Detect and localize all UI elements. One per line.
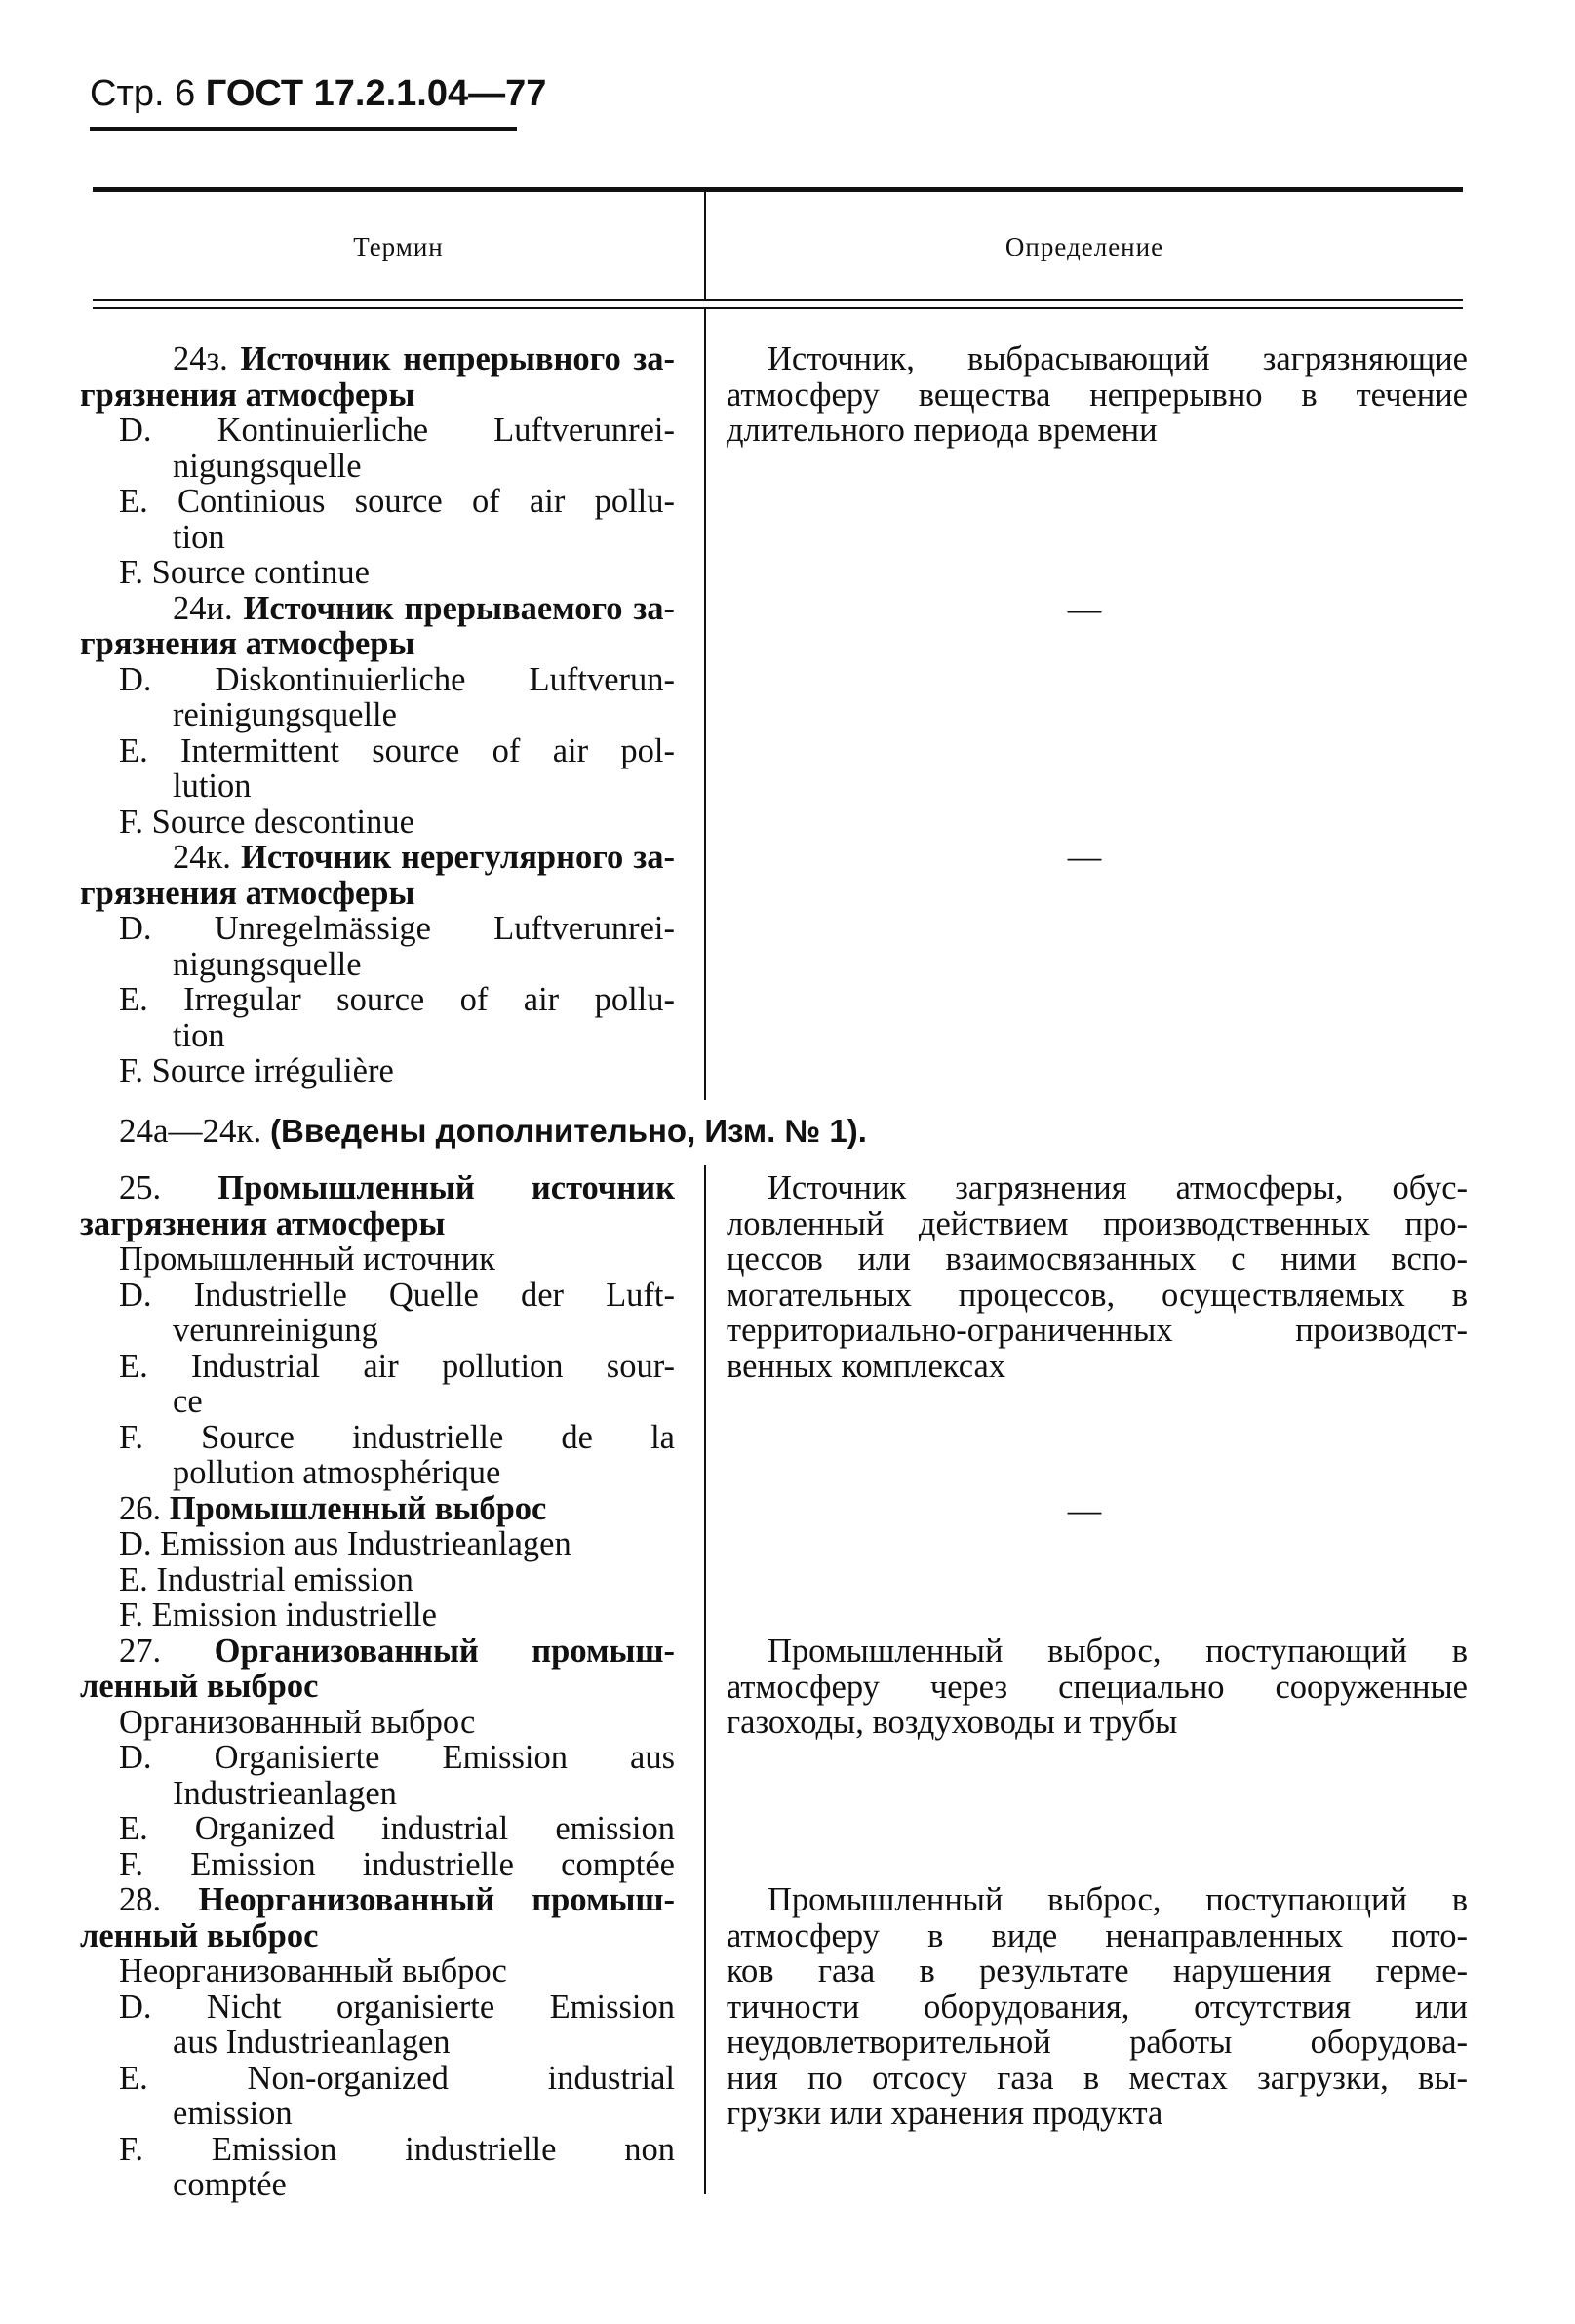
term-title-cont: грязнения атмосферы — [80, 625, 415, 662]
term-english: E. Organized industrial emission — [119, 1810, 675, 1847]
term-number: 24к. — [173, 839, 231, 876]
page-label: Стр. 6 — [90, 73, 196, 114]
definition-line: неудовлетворительной работы оборудова- — [727, 2024, 1468, 2061]
definition-28 — [727, 1882, 1468, 2132]
term-title: 27. Организованный промыш- — [119, 1632, 675, 1670]
term-title: 24и. Источник прерываемого за- — [173, 589, 675, 627]
term-french: F. Source irrégulière — [119, 1052, 394, 1089]
term-english: E. Non-organized industrial — [119, 2059, 675, 2097]
term-german: D. Industrielle Quelle der Luft- — [119, 1276, 675, 1314]
amendment-note — [119, 1112, 867, 1151]
definition-line: атмосферу через специально сооруженные — [727, 1668, 1468, 1706]
definition-line: ков газа в результате нарушения герме- — [727, 1952, 1468, 1989]
term-french: F. Emission industrielle comptée — [119, 1845, 675, 1883]
term-short-form: Организованный выброс — [119, 1703, 476, 1741]
term-german-cont: verunreinigung — [173, 1312, 378, 1349]
term-title: 24з. Источник непрерывного за- — [173, 340, 676, 377]
term-title-cont: загрязнения атмосферы — [80, 1204, 446, 1242]
definition-dash-24i: — — [1067, 591, 1102, 628]
term-short-form: Промышленный источник — [119, 1241, 495, 1278]
definition-line: Источник загрязнения атмосферы, обус- — [768, 1169, 1468, 1206]
definition-27 — [727, 1634, 1468, 1741]
column-divider-lower — [704, 1165, 706, 2194]
term-german: D. Nicht organisierte Emission — [119, 1988, 675, 2026]
table-head-rule — [93, 299, 1463, 301]
term-french: F. Emission industrielle non — [119, 2130, 675, 2168]
term-title: 24к. Источник нерегулярного за- — [173, 839, 675, 876]
table-top-rule — [93, 187, 1463, 192]
definition-line: тичности оборудования, отсутствия или — [727, 1988, 1468, 2026]
term-german-cont: nigungsquelle — [173, 945, 362, 983]
term-english-cont: lution — [173, 768, 252, 805]
term-french-cont: comptée — [173, 2166, 287, 2203]
term-french: F. Source continue — [119, 554, 370, 591]
definition-line: длительного периода времени — [727, 412, 1158, 449]
term-english-cont: tion — [173, 518, 225, 556]
definition-line: ния по отсосу газа в местах загрузки, вы- — [727, 2059, 1468, 2097]
term-english: E. Irregular source of air pollu- — [119, 981, 675, 1018]
term-number: 28. — [119, 1881, 162, 1918]
term-english: E. Industrial emission — [119, 1560, 413, 1598]
term-short-form: Неорганизованный выброс — [119, 1952, 507, 1989]
definition-line: атмосферу вещества непрерывно в течение — [727, 375, 1468, 414]
definition-line: атмосферу в виде ненаправленных пото- — [727, 1916, 1468, 1954]
term-list-upper — [80, 341, 675, 1089]
term-french-cont: pollution atmosphérique — [173, 1454, 501, 1491]
definition-dash-26: — — [1067, 1492, 1102, 1529]
term-title-cont: грязнения атмосферы — [80, 375, 415, 414]
definition-line: ловленный действием производственных про- — [727, 1204, 1468, 1242]
definition-dash-24k: — — [1067, 839, 1102, 876]
definition-line: Промышленный выброс, поступающий в — [768, 1633, 1468, 1670]
term-english-cont: ce — [173, 1383, 203, 1420]
term-german: D. Organisierte Emission aus — [119, 1739, 675, 1776]
amendment-range: 24а—24к. — [119, 1112, 262, 1150]
term-number: 25. — [119, 1169, 162, 1206]
amendment-text: (Введены дополнительно, Изм. № 1). — [270, 1113, 867, 1149]
term-german-cont: aus Industrieanlagen — [173, 2024, 451, 2061]
term-german: D. Emission aus Industrieanlagen — [119, 1525, 571, 1562]
term-title: 25. Промышленный источник — [119, 1169, 676, 1206]
term-french: F. Source descontinue — [119, 803, 414, 841]
term-german: D. Unregelmässige Luftverunrei- — [119, 910, 675, 947]
term-english: E. Intermittent source of air pol- — [119, 731, 675, 769]
term-german-cont: Industrieanlagen — [173, 1774, 397, 1812]
header-underline — [90, 127, 517, 131]
term-german: D. Diskontinuierliche Luftverun- — [119, 660, 675, 698]
term-title-cont: ленный выброс — [80, 1668, 319, 1705]
term-german-cont: reinigungsquelle — [173, 696, 397, 733]
definition-line: венных комплексах — [727, 1347, 1006, 1385]
column-header-definition: Определение — [1004, 232, 1164, 261]
column-header-term: Термин — [353, 232, 444, 261]
table-head-rule-second — [93, 307, 1463, 309]
standard-number: ГОСТ 17.2.1.04—77 — [205, 73, 547, 114]
definition-25 — [727, 1170, 1468, 1384]
term-title-cont: ленный выброс — [80, 1916, 319, 1954]
term-title-cont: грязнения атмосферы — [80, 874, 415, 912]
term-number: 24и. — [173, 589, 233, 627]
term-title: 28. Неорганизованный промыш- — [119, 1881, 675, 1918]
term-english: E. Continious source of air pollu- — [119, 483, 675, 520]
definition-line: цессов или взаимосвязанных с ними вспо- — [727, 1241, 1468, 1278]
term-number: 24з. — [173, 340, 228, 377]
definition-line: Промышленный выброс, поступающий в — [768, 1881, 1468, 1918]
term-list-lower — [80, 1170, 675, 2203]
definition-24z — [727, 341, 1468, 449]
page-header — [90, 70, 547, 117]
term-number: 26. — [119, 1489, 162, 1527]
term-german: D. Kontinuierliche Luftverunrei- — [119, 412, 675, 449]
term-english: E. Industrial air pollution sour- — [119, 1347, 675, 1385]
definition-line: газоходы, воздуховоды и трубы — [727, 1704, 1178, 1741]
term-title: 26. Промышленный выброс — [119, 1489, 547, 1527]
term-french: F. Emission industrielle — [119, 1596, 437, 1634]
definition-line: Источник, выбрасывающий загрязняющие — [768, 340, 1468, 377]
term-english-cont: emission — [173, 2095, 293, 2132]
term-number: 27. — [119, 1632, 162, 1670]
definition-line: грузки или хранения продукта — [727, 2095, 1163, 2132]
definition-line: могательных процессов, осуществляемых в — [727, 1276, 1468, 1314]
definition-line: территориально-ограниченных производст- — [727, 1312, 1468, 1349]
term-french: F. Source industrielle de la — [119, 1418, 675, 1456]
term-english-cont: tion — [173, 1016, 225, 1054]
term-german-cont: nigungsquelle — [173, 447, 362, 485]
column-divider-upper — [704, 307, 706, 1100]
